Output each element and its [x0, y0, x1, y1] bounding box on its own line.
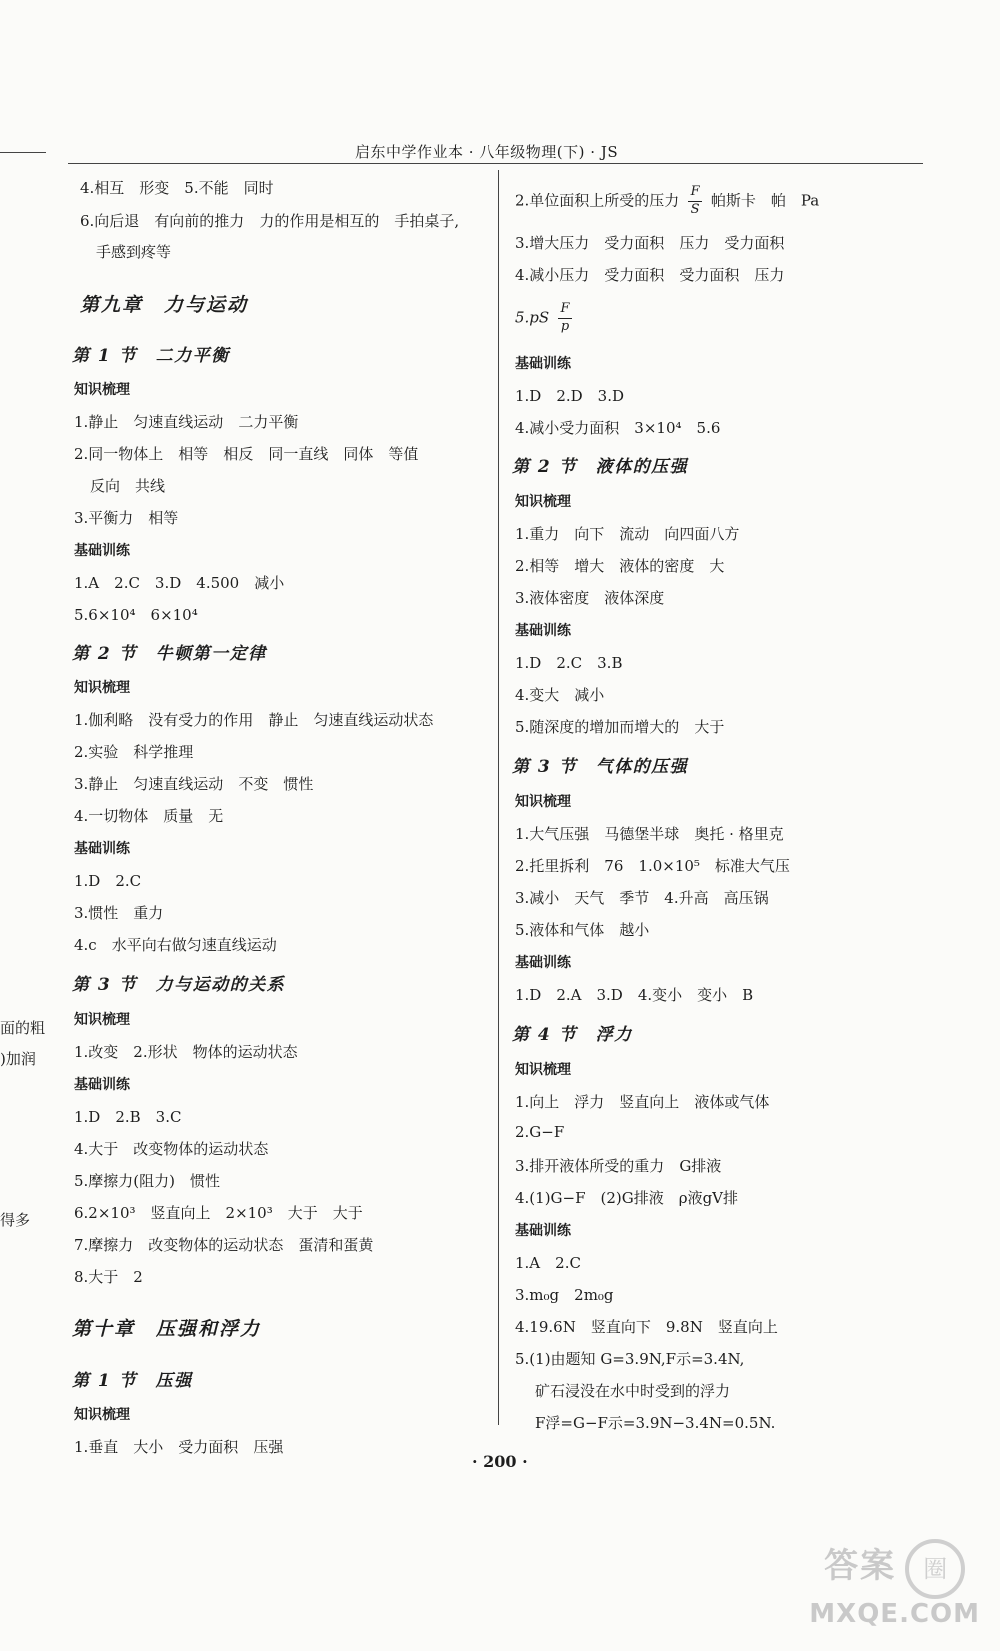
answer-line: 5.摩擦力(阻力) 惯性	[74, 1172, 221, 1190]
answer-line: 2.G−F	[515, 1123, 565, 1141]
answer-line: 矿石浸没在水中时受到的浮力	[535, 1382, 731, 1400]
header-rule-left	[0, 152, 46, 153]
answer-line: 3.增大压力 受力面积 压力 受力面积	[515, 234, 785, 252]
answer-line: 1.垂直 大小 受力面积 压强	[74, 1438, 284, 1456]
subsection-heading: 知识梳理	[74, 382, 130, 398]
answer-line: 1.静止 匀速直线运动 二力平衡	[74, 413, 299, 431]
section-title: 第 4 节 浮力	[512, 1025, 633, 1045]
header-rule	[68, 163, 923, 164]
section-title: 第 2 节 液体的压强	[512, 457, 689, 477]
subsection-heading: 基础训练	[515, 955, 571, 971]
answer-line: 4.c 水平向右做匀速直线运动	[74, 936, 277, 954]
section-title: 第 1 节 二力平衡	[72, 346, 230, 366]
subsection-heading: 知识梳理	[74, 680, 130, 696]
answer-line: 3.静止 匀速直线运动 不变 惯性	[74, 775, 314, 793]
fraction-denominator: p	[560, 318, 570, 334]
answer-line: 1.改变 2.形状 物体的运动状态	[74, 1043, 298, 1061]
answer-line: F浮=G−F示=3.9N−3.4N=0.5N.	[535, 1414, 776, 1432]
section-title: 第 3 节 力与运动的关系	[72, 975, 286, 995]
answer-line: 8.大于 2	[74, 1268, 143, 1286]
fraction	[558, 302, 572, 335]
answer-line: 3.m₀g 2m₀g	[515, 1286, 614, 1304]
subsection-heading: 知识梳理	[74, 1407, 130, 1423]
subsection-heading: 知识梳理	[515, 794, 571, 810]
answer-text: 2.单位面积上所受的压力	[515, 191, 680, 210]
subsection-heading: 基础训练	[74, 841, 130, 857]
watermark	[809, 1538, 980, 1629]
chapter-title: 第十章 压强和浮力	[72, 1318, 262, 1340]
section-title: 第 1 节 压强	[72, 1371, 193, 1391]
answer-line: 7.摩擦力 改变物体的运动状态 蛋清和蛋黄	[74, 1236, 374, 1254]
answer-line: 1.D 2.B 3.C	[74, 1108, 182, 1126]
answer-line: 3.减小 天气 季节 4.升高 高压锅	[515, 889, 769, 907]
subsection-heading: 基础训练	[515, 356, 571, 372]
answer-line: 4.变大 减小	[515, 686, 605, 704]
answer-line: 4.19.6N 竖直向下 9.8N 竖直向上	[515, 1318, 778, 1336]
margin-fragment: 面的粗	[0, 1019, 46, 1037]
answer-line: 2.相等 增大 液体的密度 大	[515, 557, 725, 575]
subsection-heading: 知识梳理	[74, 1012, 130, 1028]
subsection-heading: 知识梳理	[515, 1062, 571, 1078]
answer-line: 3.惯性 重力	[74, 904, 164, 922]
fraction-numerator: F	[560, 301, 570, 316]
column-divider	[498, 170, 499, 1425]
answer-line: 4.大于 改变物体的运动状态	[74, 1140, 269, 1158]
answer-line: 4.减小压力 受力面积 受力面积 压力	[515, 266, 785, 284]
answer-line: 1.大气压强 马德堡半球 奥托 · 格里克	[515, 825, 784, 843]
header-title: 启东中学作业本 · 八年级物理(下) · JS	[355, 143, 619, 161]
watermark-logo: 答案	[824, 1546, 897, 1586]
answer-line: 4.(1)G−F (2)G排液 ρ液gV排	[515, 1189, 739, 1207]
answer-line	[515, 302, 576, 335]
answer-line: 反向 共线	[90, 477, 166, 495]
chapter-title: 第九章 力与运动	[80, 294, 249, 316]
fraction-denominator: S	[690, 201, 700, 217]
answer-line: 3.排开液体所受的重力 G排液	[515, 1157, 722, 1175]
watermark-site: MXQE.COM	[809, 1599, 980, 1629]
answer-line: 1.伽利略 没有受力的作用 静止 匀速直线运动状态	[74, 711, 434, 729]
answer-line: 4.一切物体 质量 无	[74, 807, 224, 825]
answer-line: 2.托里拆利 76 1.0×10⁵ 标准大气压	[515, 857, 790, 875]
margin-fragment: )加润	[0, 1050, 36, 1068]
subsection-heading: 基础训练	[74, 1077, 130, 1093]
subsection-heading: 基础训练	[515, 1223, 571, 1239]
answer-line: 3.液体密度 液体深度	[515, 589, 665, 607]
answer-line: 2.同一物体上 相等 相反 同一直线 同体 等值	[74, 445, 419, 463]
fraction	[688, 185, 702, 218]
answer-line: 2.实验 科学推理	[74, 743, 194, 761]
answer-line: 5.(1)由题知 G=3.9N,F示=3.4N,	[515, 1350, 745, 1368]
answer-line: 6.向后退 有向前的推力 力的作用是相互的 手拍桌子,	[80, 212, 460, 230]
answer-line: 1.A 2.C 3.D 4.500 减小	[74, 574, 285, 592]
fraction-numerator: F	[690, 184, 700, 199]
answer-line: 1.D 2.A 3.D 4.变小 变小 B	[515, 986, 754, 1004]
answer-line: 1.D 2.C 3.B	[515, 654, 623, 672]
section-title: 第 3 节 气体的压强	[512, 757, 689, 777]
answer-line: 4.相互 形变 5.不能 同时	[80, 179, 274, 197]
page-number: · 200 ·	[472, 1452, 528, 1471]
answer-line	[515, 185, 819, 218]
answer-line: 6.2×10³ 竖直向上 2×10³ 大于 大于	[74, 1204, 363, 1222]
answer-line: 1.A 2.C	[515, 1254, 581, 1272]
margin-fragment: 得多	[0, 1211, 31, 1229]
answer-line: 5.随深度的增加而增大的 大于	[515, 718, 725, 736]
subsection-heading: 基础训练	[74, 543, 130, 559]
answer-line: 手感到疼等	[96, 243, 172, 261]
answer-line: 5.液体和气体 越小	[515, 921, 650, 939]
watermark-badge-icon: 圈	[905, 1539, 965, 1599]
subsection-heading: 知识梳理	[515, 494, 571, 510]
answer-line: 1.重力 向下 流动 向四面八方	[515, 525, 740, 543]
section-title: 第 2 节 牛顿第一定律	[72, 644, 267, 664]
answer-line: 1.D 2.C	[74, 872, 142, 890]
subsection-heading: 基础训练	[515, 623, 571, 639]
answer-line: 5.6×10⁴ 6×10⁴	[74, 606, 198, 624]
answer-line: 3.平衡力 相等	[74, 509, 179, 527]
answer-text: 5.pS	[515, 308, 550, 327]
answer-text: 帕斯卡 帕 Pa	[710, 191, 820, 210]
answer-line: 4.减小受力面积 3×10⁴ 5.6	[515, 419, 721, 437]
answer-line: 1.向上 浮力 竖直向上 液体或气体	[515, 1093, 770, 1111]
answer-line: 1.D 2.D 3.D	[515, 387, 625, 405]
